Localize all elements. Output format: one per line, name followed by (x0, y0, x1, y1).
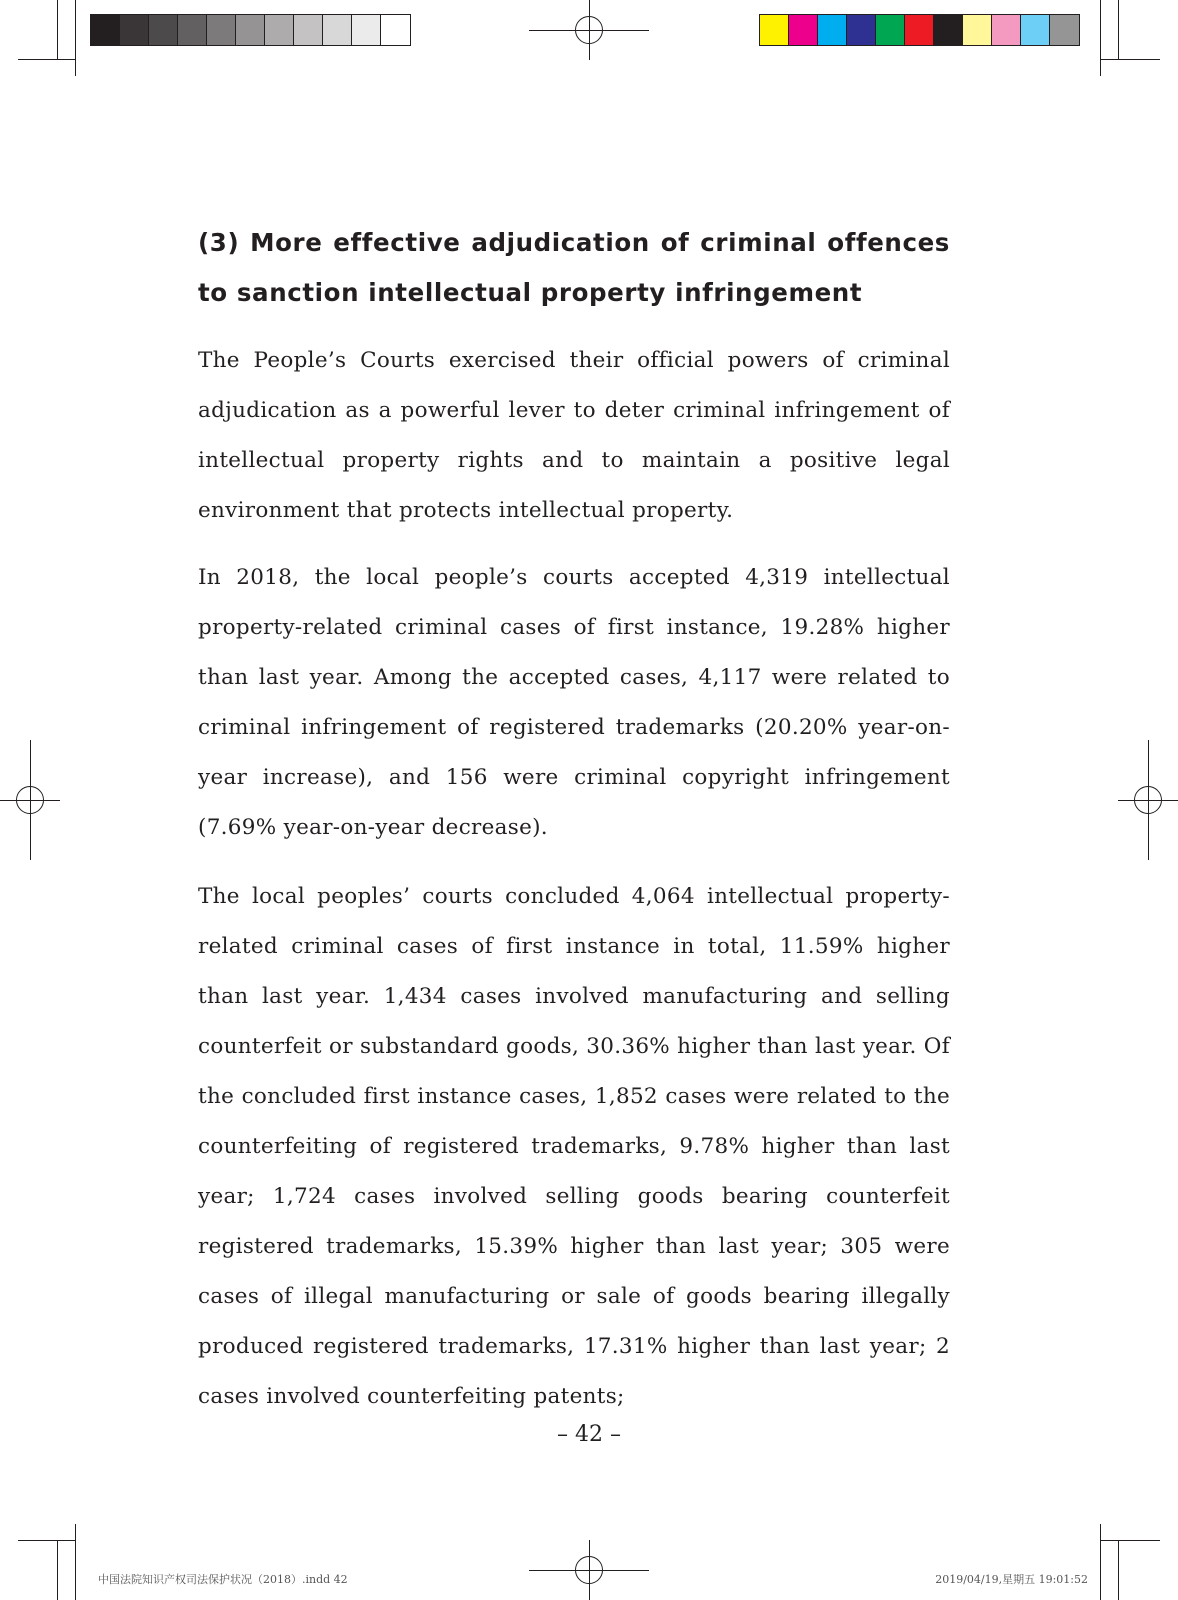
color-swatch (760, 15, 789, 45)
gray-swatch (352, 15, 381, 45)
crop-mark (75, 1524, 76, 1600)
crop-mark (1118, 1540, 1119, 1600)
crop-mark (1100, 1524, 1101, 1600)
color-swatch (1050, 15, 1079, 45)
page-number: – 42 – (557, 1422, 621, 1447)
crop-mark (1100, 1540, 1160, 1541)
file-slug: 中国法院知识产权司法保护状况（2018）.indd 42 (98, 1573, 348, 1586)
registration-line (589, 1540, 590, 1600)
crop-mark (18, 59, 76, 60)
crop-mark (75, 0, 76, 76)
registration-line (30, 740, 31, 860)
color-swatch (1021, 15, 1050, 45)
paragraph-text: In 2018, the local people’s courts accepted 4,319 intellectual property-related criminal cases of first instance, 19.28% higher than last year. Among the accepted cases, 4,117 were related to criminal infringement of registered trademarks (20.20% year-on-year increase), and 156 were criminal copyright infringement (7.69% year-on-year decrease). (198, 565, 950, 840)
gray-swatch (149, 15, 178, 45)
crop-mark (1100, 0, 1101, 76)
crop-mark (57, 0, 58, 60)
grayscale-calibration-bar (90, 14, 411, 46)
paragraph (198, 336, 950, 536)
gray-swatch (207, 15, 236, 45)
gray-swatch (120, 15, 149, 45)
color-swatch (963, 15, 992, 45)
color-swatch (818, 15, 847, 45)
color-swatch (789, 15, 818, 45)
section-heading: (3) More effective adjudication of criminal offences to sanction intellectual property infringement (198, 228, 950, 307)
gray-swatch (323, 15, 352, 45)
crop-mark (1118, 0, 1119, 60)
registration-line (589, 0, 590, 60)
color-swatch (847, 15, 876, 45)
crop-mark (1100, 59, 1160, 60)
paragraph (198, 553, 950, 853)
color-swatch (905, 15, 934, 45)
registration-line (1148, 740, 1149, 860)
gray-swatch (294, 15, 323, 45)
crop-mark (57, 1540, 58, 1600)
gray-swatch (236, 15, 265, 45)
gray-swatch (265, 15, 294, 45)
crop-mark (18, 1540, 76, 1541)
color-swatch (934, 15, 963, 45)
paragraph (198, 872, 950, 1422)
color-swatch (876, 15, 905, 45)
gray-swatch (91, 15, 120, 45)
paragraph-text: The local peoples’ courts concluded 4,064 intellectual property-related criminal cases of first instance in total, 11.59% higher than last year. 1,434 cases involved manufacturing and selling counterfeit or substandard goods, 30.36% higher than last year. Of the concluded first instance cases, 1,852 cases were related to the counterfeiting of registered trademarks, 9.78% higher than last year; 1,724 cases involved selling goods bearing counterfeit registered trademarks, 15.39% higher than last year; 305 were cases of illegal manufacturing or sale of goods bearing illegally produced registered trademarks, 17.31% higher than last year; 2 cases involved counterfeiting patents; (198, 884, 950, 1409)
color-swatch (992, 15, 1021, 45)
paragraph-text: The People’s Courts exercised their official powers of criminal adjudication as a powerful lever to deter criminal infringement of intellectual property rights and to maintain a positive legal environment that protects intellectual property. (198, 348, 950, 523)
color-calibration-bar (759, 14, 1080, 46)
timestamp-slug: 2019/04/19,星期五 19:01:52 (935, 1573, 1088, 1586)
gray-swatch (178, 15, 207, 45)
gray-swatch (381, 15, 410, 45)
